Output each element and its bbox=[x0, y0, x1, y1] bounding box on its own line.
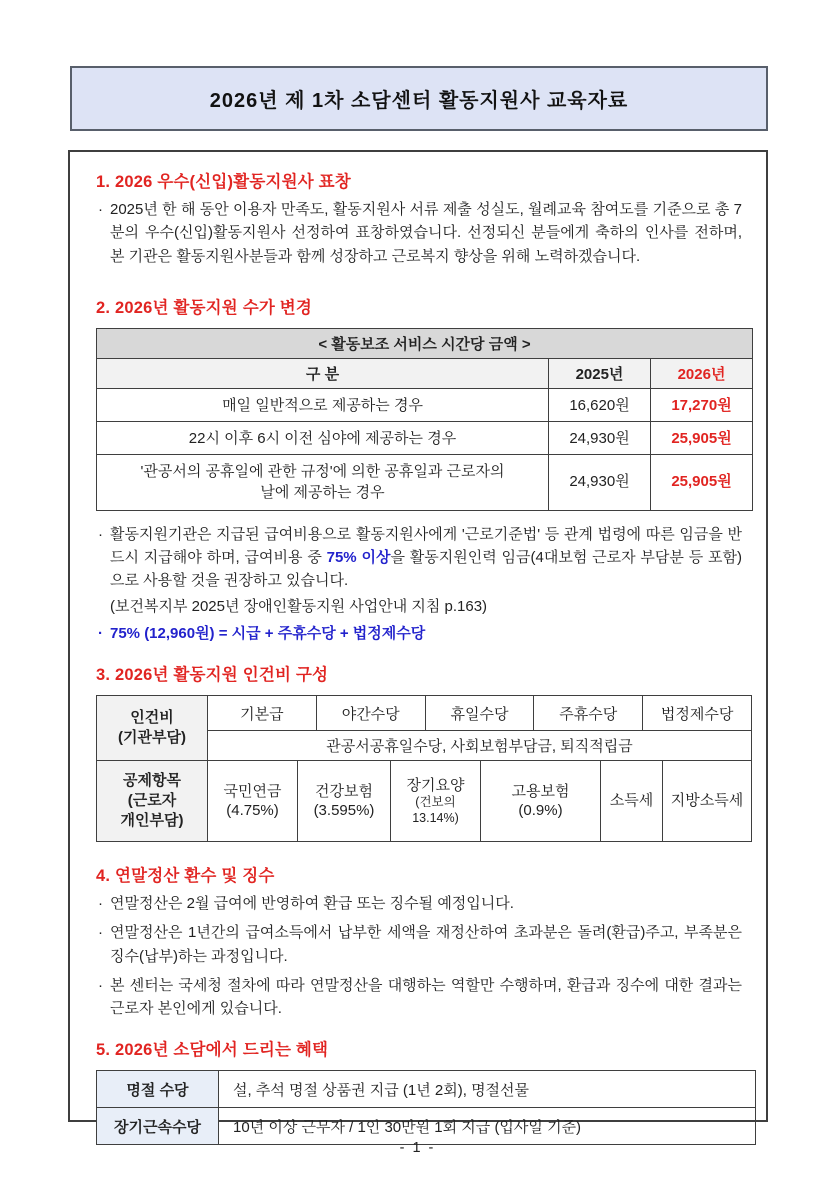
rate-row-2025-value: 16,620원 bbox=[549, 388, 651, 421]
yearend-item bbox=[96, 892, 742, 915]
payroll-label-line: (기관부담) bbox=[118, 729, 186, 746]
section-awards bbox=[96, 168, 742, 268]
rate-formula-text: 75% (12,960원) = 시급 + 주휴수당 + 법정제수당 bbox=[110, 624, 426, 642]
section-4-heading: 4. 연말정산 환수 및 징수 bbox=[96, 867, 275, 885]
payroll-label-line: 인건비 bbox=[130, 708, 174, 726]
section-payroll bbox=[96, 661, 742, 842]
rate-row-label: 매일 일반적으로 제공하는 경우 bbox=[97, 388, 549, 421]
content-frame bbox=[68, 150, 768, 1136]
payroll-label-institution bbox=[97, 696, 207, 760]
benefit-label: 명절 수당 bbox=[97, 1071, 219, 1108]
deduction-line: 소득세 bbox=[609, 792, 654, 810]
rate-note-source: (보건복지부 2025년 장애인활동지원 사업안내 지침 p.163) bbox=[110, 597, 488, 615]
section-2-heading: 2. 2026년 활동지원 수가 변경 bbox=[96, 298, 313, 317]
benefit-value: 10년 이상 근무자 / 1인 30만원 1회 지급 (입사일 기준) bbox=[219, 1108, 756, 1145]
payroll-label-line: 개인부담) bbox=[120, 812, 184, 830]
deduction-line: (건보의 bbox=[415, 795, 456, 810]
benefit-label: 장기근속수당 bbox=[97, 1108, 219, 1145]
deduction-line: 국민연금 bbox=[223, 782, 282, 800]
payroll-table-top bbox=[97, 696, 751, 760]
yearend-item-text: 본 센터는 국세청 절차에 따라 연말정산을 대행하는 역할만 수행하며, 환급과 징수에 대한 결과는 근로자 본인에게 있습니다. bbox=[110, 976, 742, 1017]
rate-note-paragraph bbox=[96, 523, 742, 593]
bullet-marker: · bbox=[98, 525, 103, 543]
rate-row-label: 22시 이후 6시 이전 심야에 제공하는 경우 bbox=[97, 421, 549, 454]
benefit-value: 설, 추석 명절 상품권 지급 (1년 2회), 명절선물 bbox=[219, 1071, 756, 1108]
rate-table-header-2026: 2026년 bbox=[651, 358, 753, 388]
rate-note-highlight: 75% 이상 bbox=[326, 549, 391, 566]
payroll-item-cell: 기본급 bbox=[207, 696, 316, 730]
payroll-table bbox=[96, 695, 752, 842]
rate-row-2026-value: 25,905원 bbox=[651, 454, 753, 510]
section-3-heading: 3. 2026년 활동지원 인건비 구성 bbox=[96, 666, 329, 684]
rate-table-title: < 활동보조 서비스 시간당 금액 > bbox=[97, 328, 753, 358]
payroll-label-line: (근로자 bbox=[127, 791, 177, 809]
deduction-cell-longterm bbox=[390, 761, 480, 841]
deduction-line: (3.595%) bbox=[313, 802, 375, 819]
rate-note-tail: 을 활동지원인력 임금(4대보험 근로자 부담분 등 포함)으로 사용할 것을 권장하고 있습니다. bbox=[110, 549, 742, 590]
yearend-item-text: 연말정산은 2월 급여에 반영하여 환급 또는 징수될 예정입니다. bbox=[110, 895, 514, 912]
payroll-label-line: 공제항목 bbox=[123, 771, 181, 789]
rate-table-row bbox=[97, 421, 753, 454]
rate-table-row bbox=[97, 388, 753, 421]
rate-formula-line bbox=[96, 622, 742, 645]
deduction-cell-incometax bbox=[600, 761, 662, 841]
benefits-table bbox=[96, 1070, 756, 1145]
deduction-line: 건강보험 bbox=[315, 782, 373, 800]
benefits-row bbox=[97, 1071, 756, 1108]
payroll-item-cell: 주휴수당 bbox=[533, 696, 642, 730]
rate-table-header-category: 구 분 bbox=[97, 358, 549, 388]
rate-row-label: '관공서의 공휴일에 관한 규정'에 의한 공휴일과 근로자의 날에 제공하는 경우 bbox=[97, 454, 549, 510]
rate-row-2026-value: 25,905원 bbox=[651, 421, 753, 454]
rate-note-lead: 활동지원기관은 지급된 급여비용으로 활동지원사에게 '근로기준법' 등 관계 법령에 따른 임금을 반드시 지급해야 하며, 급여비용 중 bbox=[110, 525, 742, 566]
section-1-heading: 1. 2026 우수(신입)활동지원사 표창 bbox=[96, 173, 351, 191]
document-title: 2026년 제 1차 소담센터 활동지원사 교육자료 bbox=[209, 90, 629, 112]
section-benefits bbox=[96, 1036, 742, 1145]
bullet-marker: · bbox=[98, 976, 103, 994]
payroll-item-cell: 휴일수당 bbox=[425, 696, 534, 730]
section-1-paragraph bbox=[96, 198, 742, 268]
bullet-marker: · bbox=[98, 924, 103, 942]
rate-table-row bbox=[97, 454, 753, 510]
deduction-cell-health bbox=[297, 761, 390, 841]
payroll-table-bottom bbox=[97, 760, 751, 841]
payroll-item-cell: 법정제수당 bbox=[642, 696, 751, 730]
rate-table bbox=[96, 328, 753, 511]
bullet-marker: · bbox=[98, 895, 103, 912]
rate-row-2025-value: 24,930원 bbox=[549, 421, 651, 454]
deduction-line: 장기요양 bbox=[406, 776, 465, 794]
yearend-item-text: 연말정산은 1년간의 급여소득에서 납부한 세액을 재정산하여 초과분은 돌려(환급)주고, 부족분은 징수(납부)하는 과정입니다. bbox=[110, 924, 742, 965]
rate-table-header-2025: 2025년 bbox=[549, 358, 651, 388]
yearend-item bbox=[96, 974, 742, 1021]
deduction-line: (0.9%) bbox=[518, 802, 563, 819]
deduction-cell-pension bbox=[207, 761, 297, 841]
section-rate-change bbox=[96, 294, 742, 645]
yearend-item bbox=[96, 921, 742, 968]
section-yearend bbox=[96, 862, 742, 1020]
deduction-line: (4.75%) bbox=[226, 802, 279, 819]
section-5-heading: 5. 2026년 소담에서 드리는 혜택 bbox=[96, 1041, 329, 1060]
bullet-marker: · bbox=[98, 624, 103, 642]
page-number: - 1 - bbox=[399, 1140, 436, 1156]
payroll-label-deductions bbox=[97, 761, 207, 841]
deduction-line: 고용보험 bbox=[511, 782, 570, 800]
section-1-text: 2025년 한 해 동안 이용자 만족도, 활동지원사 서류 제출 성실도, 월례교육 참여도를 기준으로 총 7분의 우수(신입)활동지원사 선정하여 표창하였습니다. 선정되신 분들에게 축하의 인사를 전하며, 본 기관은 활동지원사분들과 함께 성장하고 근로복지 향상을 위해 노력하겠습니다. bbox=[110, 201, 742, 265]
deduction-cell-localtax bbox=[662, 761, 751, 841]
payroll-item-cell: 야간수당 bbox=[316, 696, 425, 730]
rate-row-2026-value: 17,270원 bbox=[651, 388, 753, 421]
deduction-line: 13.14%) bbox=[412, 810, 459, 825]
deduction-cell-employment bbox=[480, 761, 600, 841]
payroll-merged-cell: 관공서공휴일수당, 사회보험부담금, 퇴직적립금 bbox=[207, 730, 751, 760]
bullet-marker: · bbox=[98, 201, 103, 218]
rate-row-2025-value: 24,930원 bbox=[549, 454, 651, 510]
document-title-box bbox=[70, 66, 768, 131]
deduction-line: 지방소득세 bbox=[670, 792, 744, 810]
